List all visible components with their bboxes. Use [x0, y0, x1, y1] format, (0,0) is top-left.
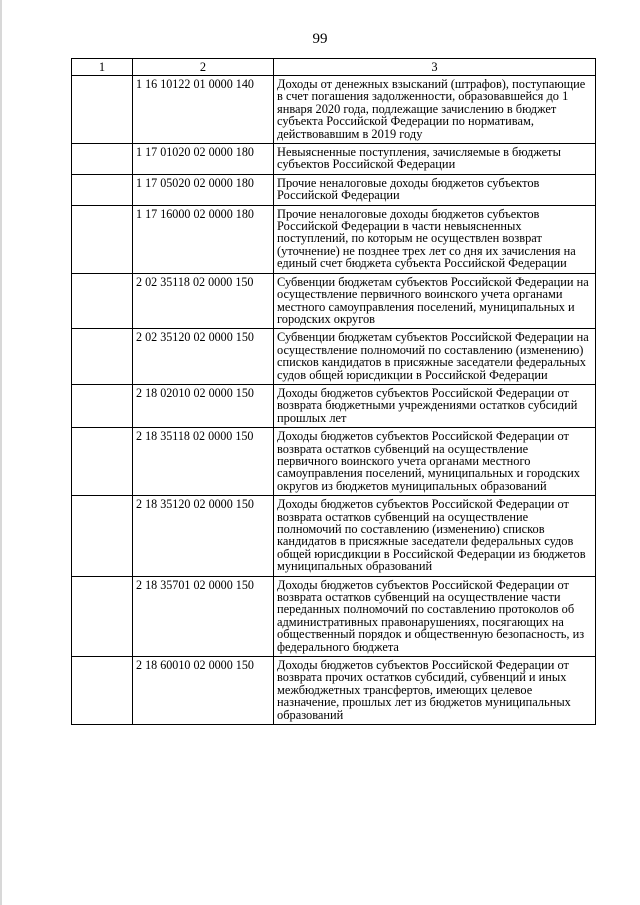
- row-col1-cell: [72, 576, 133, 656]
- revenue-description-cell: Прочие неналоговые доходы бюджетов субъектов Российской Федерации в части невыясненных поступлений, по которым не осуществлен возврат (уточнение) не позднее трех лет со дня их зачисления на единый счет бюджета субъекта Российской Федерации: [274, 205, 596, 273]
- row-col1-cell: [72, 329, 133, 385]
- budget-code-cell: 1 16 10122 01 0000 140: [133, 76, 274, 144]
- budget-code-cell: 1 17 16000 02 0000 180: [133, 205, 274, 273]
- scan-edge: [0, 0, 2, 905]
- table-row: [72, 76, 596, 144]
- revenue-description-cell: Доходы бюджетов субъектов Российской Федерации от возврата бюджетными учреждениями остатков субсидий прошлых лет: [274, 384, 596, 427]
- table-row: [72, 144, 596, 175]
- budget-code-cell: 2 18 60010 02 0000 150: [133, 657, 274, 725]
- budget-code-cell: 2 18 35701 02 0000 150: [133, 576, 274, 656]
- row-col1-cell: [72, 273, 133, 329]
- row-col1-cell: [72, 496, 133, 576]
- row-col1-cell: [72, 384, 133, 427]
- table-header-row: [72, 59, 596, 76]
- revenue-description-cell: Доходы бюджетов субъектов Российской Федерации от возврата прочих остатков субсидий, субвенций и иных межбюджетных трансфертов, имеющих целевое назначение, прошлых лет из бюджетов муниципальных образований: [274, 657, 596, 725]
- row-col1-cell: [72, 174, 133, 205]
- row-col1-cell: [72, 76, 133, 144]
- budget-code-cell: 1 17 01020 02 0000 180: [133, 144, 274, 175]
- table-row: [72, 576, 596, 656]
- revenue-description-cell: Доходы бюджетов субъектов Российской Федерации от возврата остатков субвенций на осуществление части переданных полномочий по составлению протоколов об административных правонарушениях, посягающих на общественный порядок и общественную безопасность, из федерального бюджета: [274, 576, 596, 656]
- budget-code-cell: 2 18 02010 02 0000 150: [133, 384, 274, 427]
- table-row: [72, 428, 596, 496]
- table-row: [72, 205, 596, 273]
- budget-code-cell: 2 02 35120 02 0000 150: [133, 329, 274, 385]
- revenue-description-cell: Субвенции бюджетам субъектов Российской Федерации на осуществление полномочий по составлению (изменению) списков кандидатов в присяжные заседатели федеральных судов общей юрисдикции в Российской Федерации: [274, 329, 596, 385]
- table-row: [72, 273, 596, 329]
- page-number: 99: [312, 31, 328, 47]
- table-row: [72, 496, 596, 576]
- budget-code-cell: 1 17 05020 02 0000 180: [133, 174, 274, 205]
- budget-code-cell: 2 18 35120 02 0000 150: [133, 496, 274, 576]
- header-col-2: 2: [133, 59, 274, 76]
- revenue-description-cell: Невыясненные поступления, зачисляемые в бюджеты субъектов Российской Федерации: [274, 144, 596, 175]
- header-col-3: 3: [274, 59, 596, 76]
- revenue-description-cell: Прочие неналоговые доходы бюджетов субъектов Российской Федерации: [274, 174, 596, 205]
- row-col1-cell: [72, 205, 133, 273]
- revenue-description-cell: Доходы бюджетов субъектов Российской Федерации от возврата остатков субвенций на осуществление полномочий по составлению (изменению) списков кандидатов в присяжные заседатели федеральных судов общей юрисдикции в Российской Федерации из бюджетов муниципальных образований: [274, 496, 596, 576]
- row-col1-cell: [72, 428, 133, 496]
- revenue-codes-table: [71, 58, 596, 725]
- budget-code-cell: 2 18 35118 02 0000 150: [133, 428, 274, 496]
- row-col1-cell: [72, 144, 133, 175]
- budget-code-cell: 2 02 35118 02 0000 150: [133, 273, 274, 329]
- table-row: [72, 384, 596, 427]
- table-row: [72, 657, 596, 725]
- revenue-description-cell: Доходы бюджетов субъектов Российской Федерации от возврата остатков субвенций на осуществление первичного воинского учета органами местного самоуправления поселений, муниципальных и городских округов из бюджетов муниципальных образований: [274, 428, 596, 496]
- row-col1-cell: [72, 657, 133, 725]
- revenue-description-cell: Субвенции бюджетам субъектов Российской Федерации на осуществление первичного воинского учета органами местного самоуправления поселений, муниципальных и городских округов: [274, 273, 596, 329]
- revenue-description-cell: Доходы от денежных взысканий (штрафов), поступающие в счет погашения задолженности, образовавшейся до 1 января 2020 года, подлежащие зачислению в бюджет субъекта Российской Федерации по нормативам, действовавшим в 2019 году: [274, 76, 596, 144]
- header-col-1: 1: [72, 59, 133, 76]
- table-row: [72, 174, 596, 205]
- table-row: [72, 329, 596, 385]
